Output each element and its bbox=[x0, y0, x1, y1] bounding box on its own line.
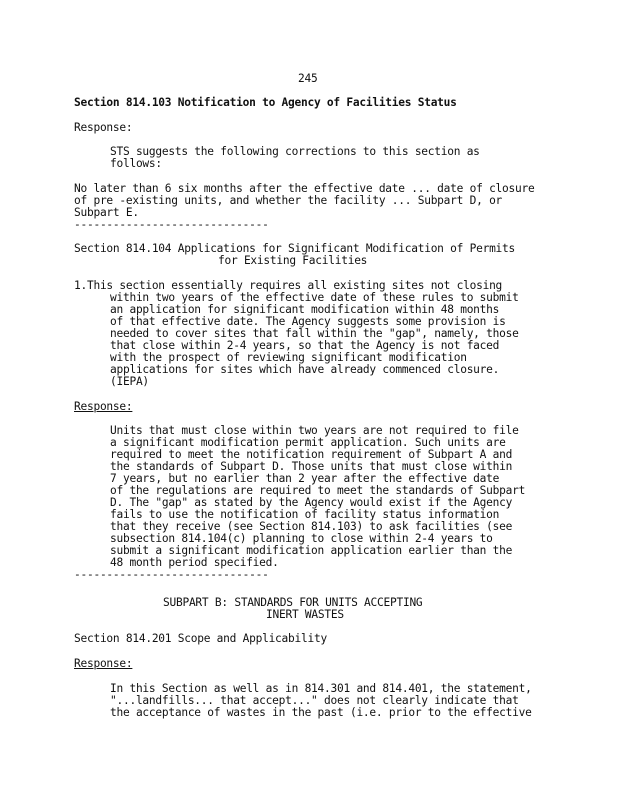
body-line: subsection 814.104(c) planning to close within 2-4 years to bbox=[110, 532, 493, 545]
response-label: Response: bbox=[74, 400, 133, 413]
body-line: submit a significant modification application earlier than the bbox=[110, 544, 513, 557]
body-line: the standards of Subpart D. Those units that must close within bbox=[110, 460, 513, 473]
body-line: No later than 6 six months after the effective date ... date of closure bbox=[74, 182, 535, 195]
body-line: Subpart E. bbox=[74, 206, 139, 219]
list-item-line: with the prospect of reviewing significant modification bbox=[110, 351, 467, 364]
section-814-103-heading: Section 814.103 Notification to Agency of Facilities Status bbox=[74, 96, 457, 109]
list-item-line: an application for significant modification within 48 months bbox=[110, 303, 500, 316]
body-line: D. The "gap" as stated by the Agency would exist if the Agency bbox=[110, 496, 513, 509]
separator-line: ------------------------------ bbox=[74, 568, 269, 581]
body-line: 48 month period specified. bbox=[110, 556, 279, 569]
section-814-201-heading: Section 814.201 Scope and Applicability bbox=[74, 632, 327, 645]
body-line: "...landfills... that accept..." does not clearly indicate that bbox=[110, 694, 519, 707]
body-line: In this Section as well as in 814.301 and 814.401, the statement, bbox=[110, 682, 532, 695]
section-814-104-heading: Section 814.104 Applications for Significant Modification of Permits bbox=[74, 242, 516, 255]
response-label: Response: bbox=[74, 121, 133, 134]
list-item-line: within two years of the effective date of these rules to submit bbox=[110, 291, 519, 304]
body-line: Units that must close within two years are not required to file bbox=[110, 424, 519, 437]
body-line: follows: bbox=[110, 157, 162, 170]
subpart-b-heading-cont: INERT WASTES bbox=[266, 608, 344, 621]
page-number: 245 bbox=[298, 72, 318, 85]
section-814-104-heading-cont: for Existing Facilities bbox=[218, 254, 368, 267]
body-line: STS suggests the following corrections to this section as bbox=[110, 145, 480, 158]
list-item-line: that close within 2-4 years, so that the Agency is not faced bbox=[110, 339, 500, 352]
body-line: required to meet the notification requirement of Subpart A and bbox=[110, 448, 513, 461]
body-line: fails to use the notification of facility status information bbox=[110, 508, 500, 521]
list-item-line: needed to cover sites that fall within the "gap", namely, those bbox=[110, 327, 519, 340]
body-line: that they receive (see Section 814.103) to ask facilities (see bbox=[110, 520, 513, 533]
body-line: of the regulations are required to meet the standards of Subpart bbox=[110, 484, 526, 497]
response-label: Response: bbox=[74, 657, 133, 670]
list-item-line: 1.This section essentially requires all existing sites not closing bbox=[74, 279, 503, 292]
subpart-b-heading: SUBPART B: STANDARDS FOR UNITS ACCEPTING bbox=[163, 596, 423, 609]
list-item-line: (IEPA) bbox=[110, 375, 149, 388]
list-item-line: of that effective date. The Agency suggests some provision is bbox=[110, 315, 506, 328]
separator-line: ------------------------------ bbox=[74, 218, 269, 231]
body-line: the acceptance of wastes in the past (i.e. prior to the effective bbox=[110, 706, 532, 719]
body-line: of pre -existing units, and whether the facility ... Subpart D, or bbox=[74, 194, 503, 207]
body-line: a significant modification permit application. Such units are bbox=[110, 436, 506, 449]
list-item-line: applications for sites which have already commenced closure. bbox=[110, 363, 500, 376]
body-line: 7 years, but no earlier than 2 year after the effective date bbox=[110, 472, 500, 485]
